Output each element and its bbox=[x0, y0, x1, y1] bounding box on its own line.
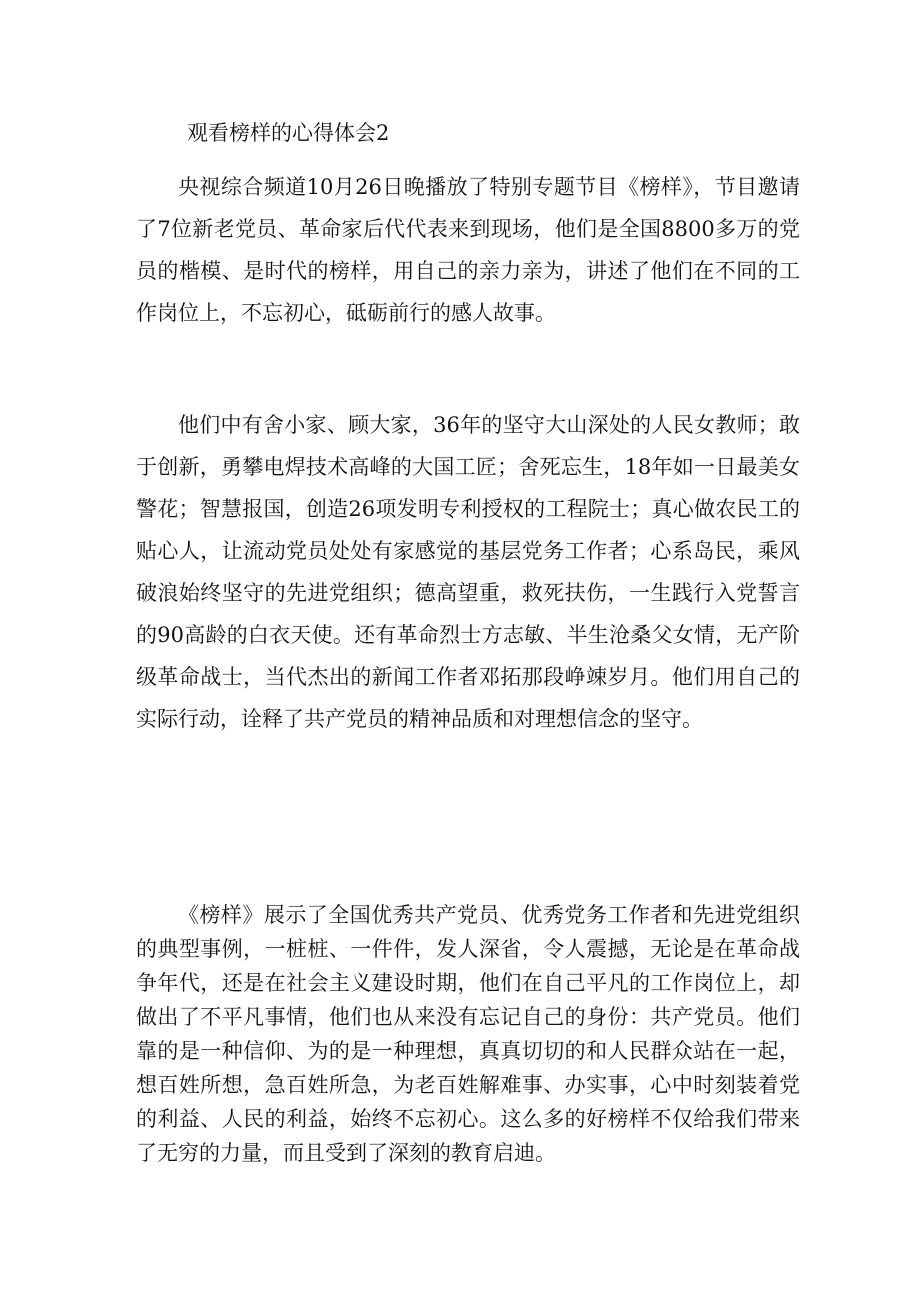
paragraph-reflection: 《榜样》展示了全国优秀共产党员、优秀党务工作者和先进党组织的典型事例，一桩桩、一件件，发人深省，令人震撼，无论是在革命战争年代，还是在社会主义建设时期，他们在自己平凡的工作岗位上，却做出了不平凡事情，他们也从来没有忘记自己的身份：共产党员。他们靠的是一种信仰、为的是一种理想，真真切切的和人民群众站在一起，想百姓所想，急百姓所急，为老百姓解难事、办实事，心中时刻装着党的利益、人民的利益，始终不忘初心。这么多的好榜样不仅给我们带来了无穷的力量，而且受到了深刻的教育启迪。 bbox=[136, 903, 800, 1165]
document-title: 观看榜样的心得体会2 bbox=[187, 121, 390, 145]
paragraph-role-models: 他们中有舍小家、顾大家，36年的坚守大山深处的人民女教师；敢于创新，勇攀电焊技术高峰的大国工匠；舍死忘生，18年如一日最美女警花；智慧报国，创造26项发明专利授权的工程院士；真心做农民工的贴心人，让流动党员处处有家感觉的基层党务工作者；心系岛民，乘风破浪始终坚守的先进党组织；德高望重，救死扶伤，一生践行入党誓言的90高龄的白衣天使。还有革命烈士方志敏、半生沧桑父女情，无产阶级革命战士，当代杰出的新闻工作者邓拓那段峥竦岁月。他们用自己的实际行动，诠释了共产党员的精神品质和对理想信念的坚守。 bbox=[136, 413, 800, 731]
paragraph-intro: 央视综合频道10月26日晚播放了特别专题节目《榜样》，节目邀请了7位新老党员、革命家后代代表来到现场，他们是全国8800多万的党员的楷模、是时代的榜样，用自己的亲力亲为，讲述了他们在不同的工作岗位上，不忘初心，砥砺前行的感人故事。 bbox=[136, 175, 800, 325]
